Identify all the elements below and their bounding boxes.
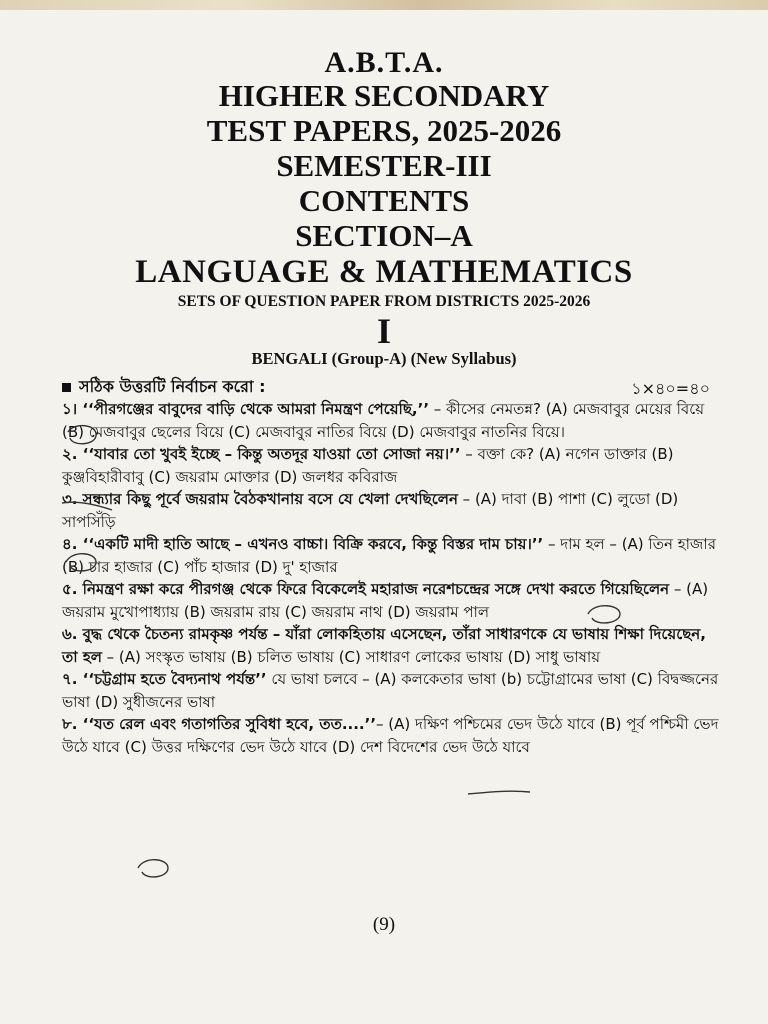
question-options: – কীসের নেমতন্ন? (A) মেজবাবুর মেয়ের বিয়ে (B) মেজবাবুর ছেলের বিয়ে (C) মেজবাবুর নাতির বিয়ে (D) মেজবাবুর নাতনির বিয়ে। — [62, 400, 705, 441]
question-stem: ১। ‘‘পীরগঞ্জের বাবুদের বাড়ি থেকে আমরা নিমন্ত্রণ পেয়েছি,’’ — [62, 400, 430, 418]
bullet-square-icon — [62, 383, 71, 392]
page-top-edge — [0, 0, 768, 10]
contents-title: CONTENTS — [298, 183, 470, 218]
question-options: যে ভাষা চলবে – (A) কলকেতার ভাষা (b) চট্টোগ্রামের ভাষা (C) বিদ্বজ্জনের ভাষা (D) সুধীজনের ভাষা — [62, 670, 719, 711]
pen-mark-circle-q8 — [138, 860, 168, 877]
question-item — [62, 488, 722, 533]
sets-subtitle: SETS OF QUESTION PAPER FROM DISTRICTS 2025-2026 — [177, 293, 591, 310]
publisher-title: A.B.T.A. — [324, 46, 444, 79]
paper-heading: BENGALI (Group-A) (New Syllabus) — [251, 349, 517, 368]
pen-mark-stroke-q7 — [468, 791, 530, 794]
question-item — [62, 623, 722, 668]
question-options: – দাম হল – (A) তিন হাজার (B) চার হাজার (C) পাঁচ হাজার (D) দু' হাজার — [62, 535, 716, 576]
subject-title: LANGUAGE & MATHEMATICS — [135, 254, 633, 290]
page-number: (9) — [372, 914, 396, 935]
question-item — [62, 443, 722, 488]
semester-title: SEMESTER-III — [276, 148, 492, 183]
question-item — [62, 578, 722, 623]
question-stem: ৫. নিমন্ত্রণ রক্ষা করে পীরগঞ্জ থেকে ফিরে বিকেলেই মহারাজ নরেশচন্দ্রের সঙ্গে দেখা করতে গিয়েছিলেন — [62, 580, 670, 598]
question-stem: ৩. সন্ধ্যার কিছু পূর্বে জয়রাম বৈঠকখানায় বসে যে খেলা দেখছিলেন — [62, 490, 458, 508]
marks-allocation: ১×৪০=৪০ — [631, 379, 710, 398]
exam-level: HIGHER SECONDARY — [218, 78, 550, 113]
instruction-line — [62, 374, 266, 401]
question-item — [62, 668, 722, 713]
question-options: – বক্তা কে? (A) নগেন ডাক্তার (B) কুঞ্জবিহারীবাবু (C) জয়রাম মোক্তার (D) জলধর কবিরাজ — [62, 445, 674, 486]
question-item — [62, 398, 722, 443]
question-stem: ৪. ‘‘একটি মাদী হাতি আছে – এখনও বাচ্চা। বিক্রি করবে, কিন্তু বিস্তর দাম চায়।’’ — [62, 535, 544, 553]
question-options: – (A) দাবা (B) পাশা (C) লুডো (D) সাপসিঁড়ি — [62, 490, 679, 531]
question-stem: ৬. বুদ্ধ থেকে চৈতন্য রামকৃষ্ণ পর্যন্ত – যাঁরা লোকহিতায় এসেছেন, তাঁরা সাধারণকে যে ভাষায় শিক্ষা দিয়েছেন, তা হল — [62, 625, 706, 666]
roman-numeral: I — [376, 311, 391, 351]
question-stem: ৮. ‘‘যত রেল এবং গতাগতির সুবিধা হবে, তত....’’ — [62, 715, 377, 733]
section-title: SECTION–A — [295, 218, 473, 253]
question-stem: ২. ‘‘যাবার তো খুবই ইচ্ছে – কিন্তু অতদূর যাওয়া তো সোজা নয়।’’ — [62, 445, 461, 463]
test-papers-title: TEST PAPERS, 2025-2026 — [206, 113, 562, 148]
question-list — [62, 398, 722, 758]
question-options: – (A) জয়রাম মুখোপাধ্যায় (B) জয়রাম রায় (C) জয়রাম নাথ (D) জয়রাম পাল — [62, 580, 709, 621]
question-options: – (A) দক্ষিণ পশ্চিমের ভেদ উঠে যাবে (B) পূর্ব পশ্চিমী ভেদ উঠে যাবে (C) উত্তর দক্ষিণের ভেদ উঠে যাবে (D) দেশ বিদেশের ভেদ উঠে যাবে — [62, 715, 719, 756]
question-item — [62, 533, 722, 578]
question-item — [62, 713, 722, 758]
instruction-text: সঠিক উত্তরটি নির্বাচন করো : — [79, 377, 266, 396]
question-stem: ৭. ‘‘চট্টগ্রাম হতে বৈদ্যনাথ পর্যন্ত’’ — [62, 670, 267, 688]
question-options: – (A) সংস্কৃত ভাষায় (B) চলিত ভাষায় (C) সাধারণ লোকের ভাষায় (D) সাধু ভাষায় — [101, 647, 601, 666]
